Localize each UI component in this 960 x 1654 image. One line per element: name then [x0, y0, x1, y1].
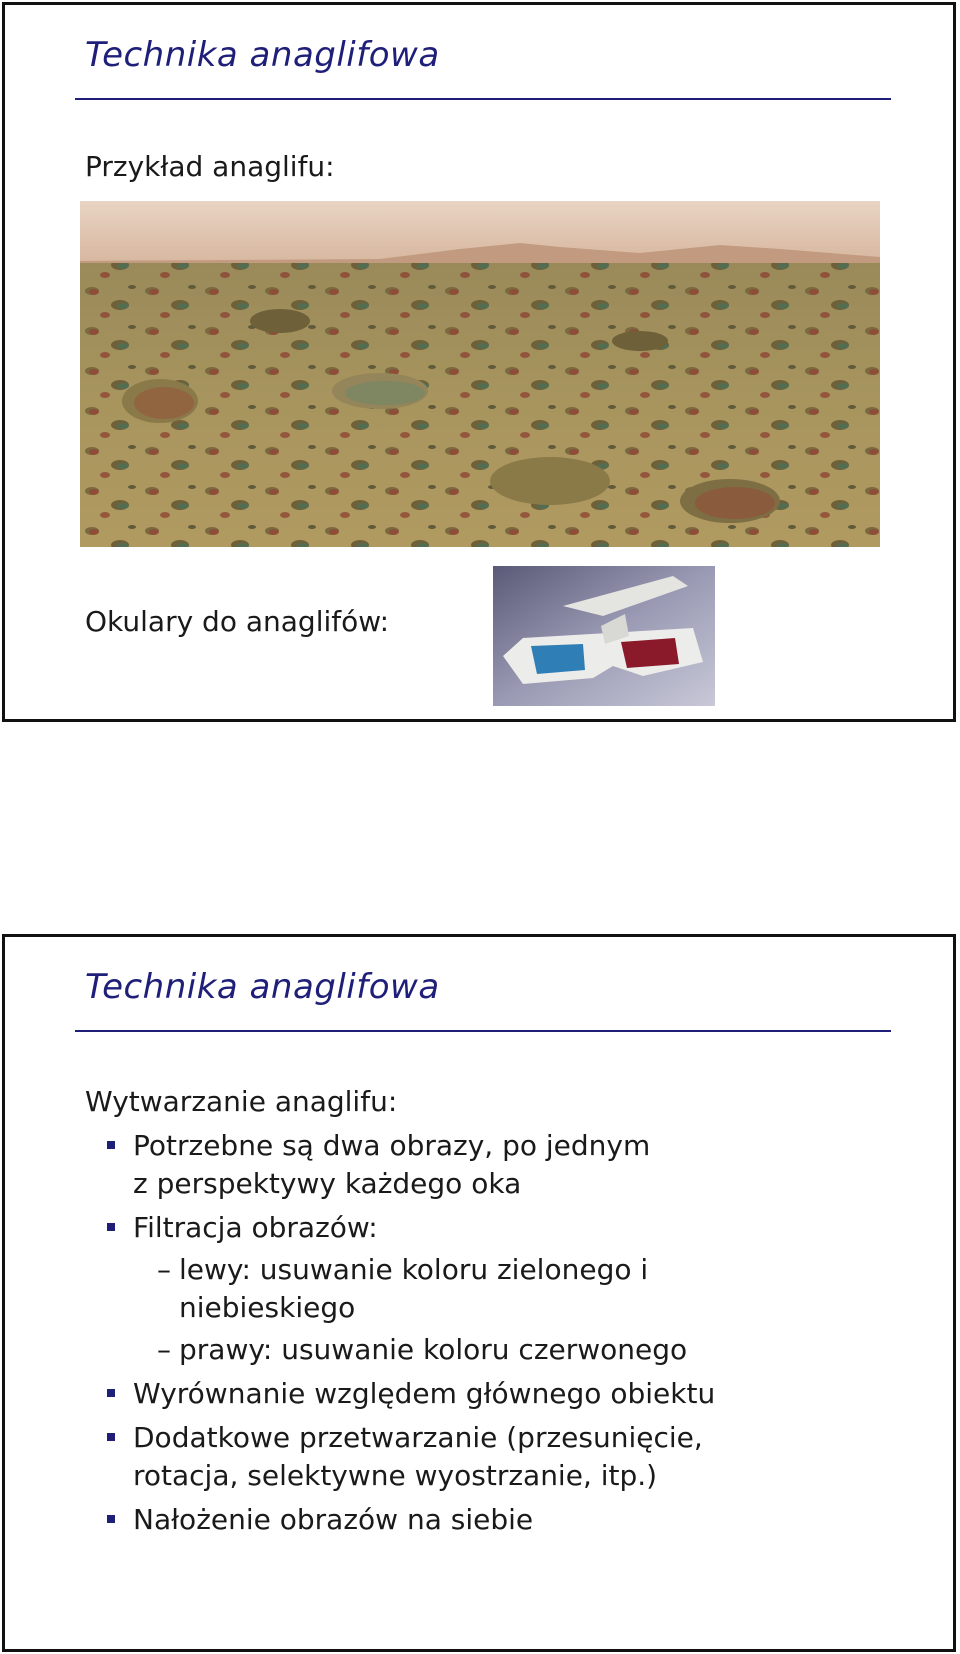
slide-title: Technika anaglifowa	[85, 35, 440, 75]
anaglyph-glasses-image	[493, 566, 715, 706]
sub-bullet-item	[85, 1251, 905, 1327]
sub-bullet-text: niebieskiego	[179, 1291, 356, 1324]
title-divider	[75, 1030, 891, 1032]
title-divider	[75, 98, 891, 100]
bullet-text: Potrzebne są dwa obrazy, po jednym	[133, 1129, 651, 1162]
slide-2	[2, 934, 956, 1652]
dash-marker: –	[157, 1333, 171, 1366]
glasses-label: Okulary do anaglifów:	[85, 605, 390, 638]
bullet-item	[85, 1127, 905, 1203]
bullet-square-icon	[107, 1515, 115, 1523]
bullet-square-icon	[107, 1433, 115, 1441]
sub-bullet-item	[85, 1331, 905, 1369]
bullet-text: Nałożenie obrazów na siebie	[133, 1503, 534, 1536]
bullet-text: Filtracja obrazów:	[133, 1211, 378, 1244]
bullet-item	[85, 1419, 905, 1495]
sub-bullet-text: lewy: usuwanie koloru zielonego i	[179, 1253, 649, 1286]
bullet-text: Dodatkowe przetwarzanie (przesunięcie,	[133, 1421, 703, 1454]
anaglyph-mars-image	[80, 201, 880, 547]
bullet-text: rotacja, selektywne wyostrzanie, itp.)	[133, 1459, 658, 1492]
bullet-item	[85, 1209, 905, 1247]
bullet-item	[85, 1501, 905, 1539]
dash-marker: –	[157, 1253, 171, 1286]
bullet-square-icon	[107, 1223, 115, 1231]
bullet-item	[85, 1375, 905, 1413]
slide-title: Technika anaglifowa	[85, 967, 440, 1007]
slide-1	[2, 2, 956, 722]
intro-text: Wytwarzanie anaglifu:	[85, 1085, 398, 1118]
bullet-square-icon	[107, 1389, 115, 1397]
bullet-text: Wyrównanie względem głównego obiektu	[133, 1377, 716, 1410]
bullet-text: z perspektywy każdego oka	[133, 1167, 522, 1200]
bullet-list	[85, 1083, 905, 1539]
sub-bullet-text: prawy: usuwanie koloru czerwonego	[179, 1333, 688, 1366]
example-label: Przykład anaglifu:	[85, 150, 335, 183]
bullet-square-icon	[107, 1141, 115, 1149]
